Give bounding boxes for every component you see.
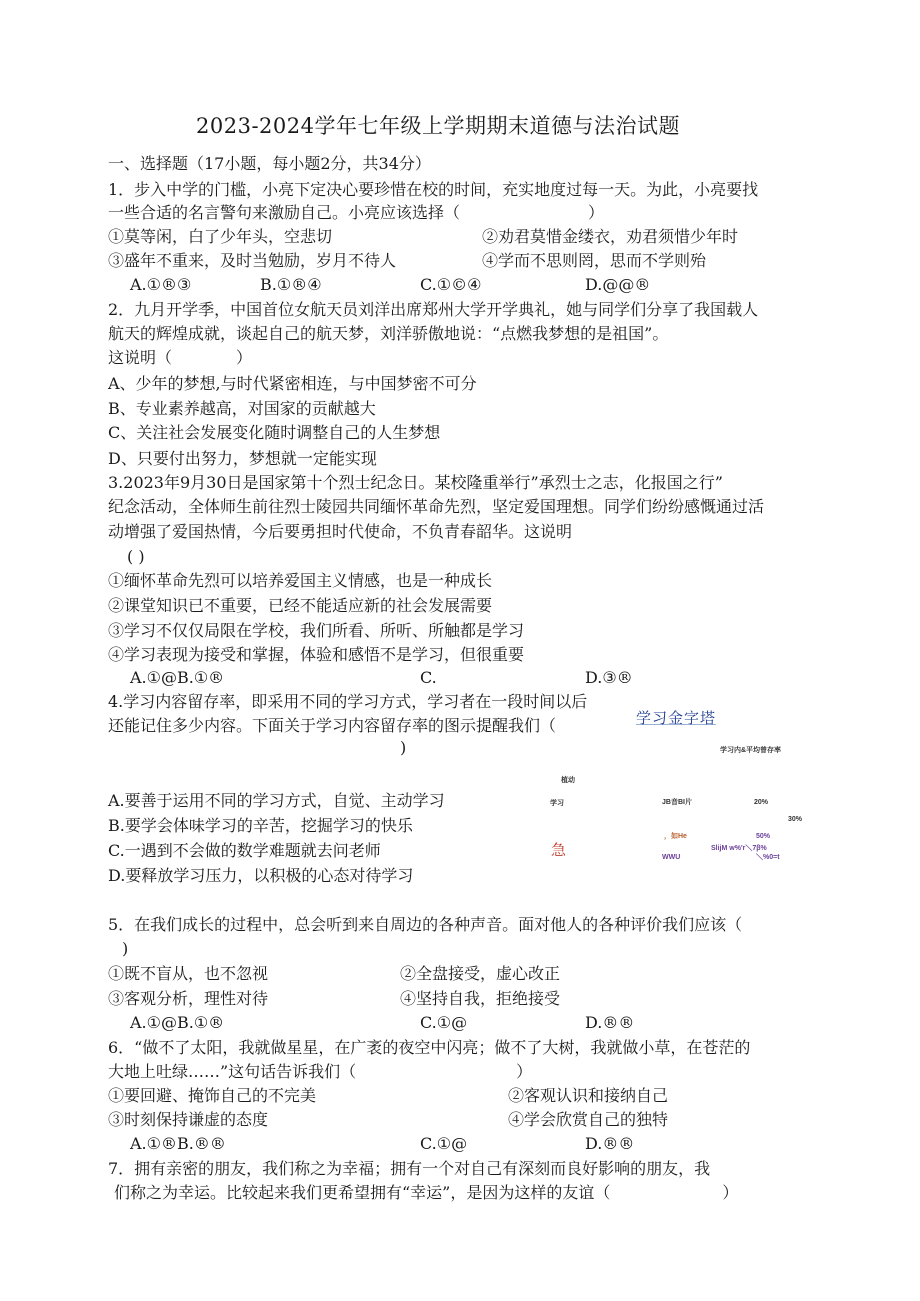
q1-option-3: ③盛年不重来，及时当勉励，岁月不待人 [108, 251, 397, 270]
q5-option-4: ④坚持自我，拒绝接受 [400, 989, 561, 1008]
q1-option-2: ②劝君莫惜金缕衣，劝君须惜少年时 [482, 227, 739, 246]
q1-answer-b: B.①®④ [260, 275, 322, 294]
q7-stem-line2: 们称之为幸运。比较起来我们更希望拥有“幸运”，是因为这样的友谊（ ） [114, 1183, 739, 1202]
q5-answer-ab: A.①@B.①® [130, 1013, 225, 1032]
q4-answer-a: A.要善于运用不同的学习方式，自觉、主动学习 [108, 791, 445, 810]
q4-stem-line3: ) [400, 738, 407, 757]
q3-answer-ab: A.①@B.①® [130, 668, 225, 687]
figure-label-8: 急 [551, 841, 567, 859]
q2-answer-c: C、关注社会发展变化随时调整自己的人生梦想 [108, 423, 441, 442]
section-heading: 一、选择题（17小题，每小题2分，共34分） [108, 154, 431, 173]
q2-answer-d: D、只要付出努力，梦想就一定能实现 [108, 449, 377, 468]
q3-option-1: ①缅怀革命先烈可以培养爱国主义情感，也是一种成长 [108, 571, 493, 590]
q6-answer-c: C.①@ [420, 1134, 468, 1153]
q2-stem-line3: 这说明（ ） [108, 348, 253, 367]
figure-label-5: 30% [788, 816, 803, 823]
figure-label-1: 植动 [561, 777, 575, 784]
page-title: 2023-2024学年七年级上学期期末道德与法治试题 [196, 114, 680, 138]
figure-label-11: ＼%0=t [756, 854, 780, 861]
q1-stem-line2: 一些合适的名言警句来激励自己。小亮应该选择（ ） [108, 203, 605, 222]
q3-stem-line2: 纪念活动，全体师生前往烈士陵园共同缅怀革命先烈，坚定爱国理想。同学们纷纷感慨通过活 [108, 497, 765, 516]
q5-answer-d: D.®® [585, 1013, 635, 1032]
q4-stem-line1: 4.学习内容留存率，即采用不同的学习方式，学习者在一段时间以后 [108, 692, 588, 711]
q6-stem-line1: 6．“做不了太阳，我就做星星，在广袤的夜空中闪亮；做不了大树，我就做小草，在苍茫的 [108, 1038, 751, 1057]
q3-option-2: ②课堂知识已不重要，已经不能适应新的社会发展需要 [108, 596, 493, 615]
q6-answer-d: D.®® [585, 1134, 635, 1153]
q3-stem-line3: 动增强了爱国热情，今后要勇担时代使命，不负青春韶华。这说明 [108, 522, 573, 541]
q3-answer-c: C. [420, 668, 437, 687]
figure-title: 学习金字塔 [636, 709, 717, 727]
q5-stem-line1: 5．在我们成长的过程中，总会听到来自周边的各种声音。面对他人的各种评价我们应该（ [108, 915, 743, 934]
figure-subtitle: 学习内&平均曾存率 [720, 747, 782, 754]
q6-answer-ab: A.①®B.®® [130, 1134, 226, 1153]
q1-answer-c: C.①©④ [420, 275, 482, 294]
figure-label-3: JB音BI片 [662, 799, 692, 806]
q3-option-3: ③学习不仅仅局限在学校，我们所看、所听、所触都是学习 [108, 621, 525, 640]
q6-option-2: ②客观认识和接纳自己 [508, 1086, 669, 1105]
q6-option-1: ①要回避、掩饰自己的不完美 [108, 1086, 317, 1105]
q3-option-4: ④学习表现为接受和掌握，体验和感悟不是学习，但很重要 [108, 645, 525, 664]
q4-answer-c: C.一遇到不会做的数学难题就去问老师 [108, 841, 381, 860]
q1-answer-d: D.@@® [585, 275, 651, 294]
q7-stem-line1: 7．拥有亲密的朋友，我们称之为幸福；拥有一个对自己有深刻而良好影响的朋友，我 [108, 1159, 711, 1178]
q6-option-3: ③时刻保持谦虚的态度 [108, 1110, 269, 1129]
figure-label-6: ，如He [664, 833, 687, 840]
figure-label-4: 20% [754, 799, 769, 806]
q5-stem-line2: ) [122, 939, 129, 958]
figure-label-10: WWU [662, 854, 681, 861]
q3-answer-paren: ( ) [127, 547, 145, 566]
q5-answer-c: C.①@ [420, 1013, 468, 1032]
q4-stem-line2: 还能记住多少内容。下面关于学习内容留存率的图示提醒我们（ [108, 716, 557, 735]
q3-answer-d: D.③® [585, 668, 633, 687]
q4-answer-d: D.要释放学习压力，以积极的心态对待学习 [108, 866, 414, 885]
q2-stem-line2: 航天的辉煌成就，谈起自己的航天梦，刘洋骄傲地说：“点燃我梦想的是祖国”。 [108, 324, 669, 343]
q1-stem-line1: 1．步入中学的门槛，小亮下定决心要珍惜在校的时间，充实地度过每一天。为此，小亮要找 [108, 180, 759, 199]
figure-label-2: 学习 [550, 800, 564, 807]
q1-option-4: ④学而不思则罔，思而不学则殆 [482, 251, 707, 270]
q2-answer-a: A、少年的梦想,与时代紧密相连，与中国梦密不可分 [108, 374, 477, 393]
q6-option-4: ④学会欣赏自己的独特 [508, 1110, 669, 1129]
q1-option-1: ①莫等闲，白了少年头，空悲切 [108, 227, 333, 246]
q3-stem-line1: 3.2023年9月30日是国家第十个烈士纪念日。某校隆重举行”承烈士之志，化报国之行” [108, 473, 723, 492]
q2-answer-b: B、专业素养越高，对国家的贡献越大 [108, 399, 376, 418]
q5-option-1: ①既不盲从，也不忽视 [108, 964, 269, 983]
q2-stem-line1: 2．九月开学季，中国首位女航天员刘洋出席郑州大学开学典礼，她与同学们分享了我国载人 [108, 300, 759, 319]
figure-label-9: SlijM w%'r＼7β% [711, 845, 767, 852]
q6-stem-line2: 大地上吐绿……”这句话告诉我们（ ） [108, 1062, 533, 1081]
q4-answer-b: B.要学会体味学习的辛苦，挖掘学习的快乐 [108, 816, 413, 835]
figure-label-7: 50% [756, 833, 771, 840]
q1-answer-a: A.①®③ [130, 275, 192, 294]
q5-option-3: ③客观分析，理性对待 [108, 989, 269, 1008]
q5-option-2: ②全盘接受，虚心改正 [400, 964, 561, 983]
